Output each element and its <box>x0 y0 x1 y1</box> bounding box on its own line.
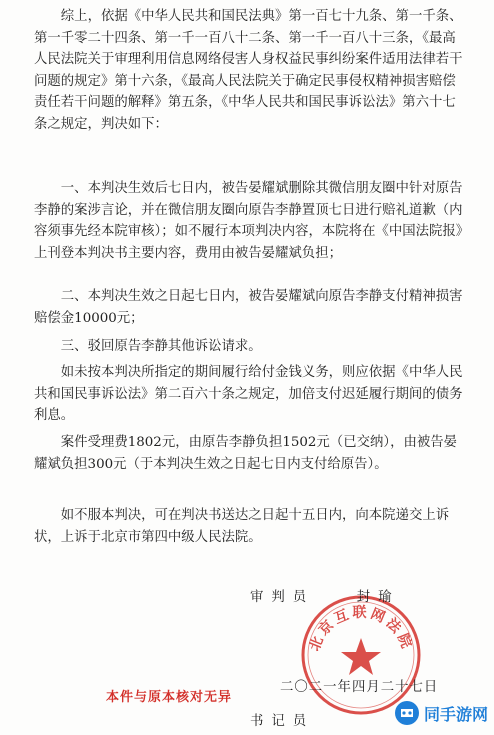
ruling-item-2: 二、本判决生效之日起七日内，被告晏耀斌向原告李静支付精神损害赔偿金10000元； <box>34 289 463 326</box>
clerk-line <box>250 710 314 729</box>
appeal-paragraph: 如不服本判决，可在判决书送达之日起十五日内，向本院递交上诉状，上诉于北京市第四中级人民法院。 <box>34 508 450 545</box>
ruling-item-3-block <box>34 336 464 358</box>
judge-label: 审判员 <box>250 590 315 605</box>
fee-paragraph: 案件受理费1802元，由原告李静负担1502元（已交纳），由被告晏耀斌负担300元（于本判决生效之日起七日内支付给原告）。 <box>34 435 458 472</box>
ruling-item-1-block <box>34 178 464 264</box>
interest-paragraph-block <box>34 362 464 427</box>
judge-line <box>250 586 399 605</box>
judge-name: 封瑜 <box>356 590 400 605</box>
interest-paragraph: 如未按本判决所指定的期间履行给付金钱义务，则应依据《中华人民共和国民事诉讼法》第二百六十条之规定，加倍支付迟延履行期间的债务利息。 <box>34 365 463 424</box>
verification-stamp: 本件与原本核对无异 <box>106 690 233 705</box>
svg-text:北京互联网法院: 北京互联网法院 <box>306 605 416 654</box>
ruling-item-3: 三、驳回原告李静其他诉讼请求。 <box>60 339 262 354</box>
fee-paragraph-block <box>34 432 464 475</box>
conclusion-paragraph <box>34 6 464 136</box>
appeal-paragraph-block <box>34 505 464 548</box>
clerk-label: 书记员 <box>250 714 315 729</box>
watermark-logo-icon <box>394 700 420 726</box>
ruling-item-2-block <box>34 286 464 329</box>
paragraph-legal-basis: 综上，依据《中华人民共和国民法典》第一百七十九条、第一千条、第一千零二十四条、第一千一百八十二条、第一千一百八十三条，《最高人民法院关于审理利用信息网络侵害人身权益民事纠纷案件适用法律若干问题的规定》第十六条，《最高人民法院关于确定民事侵权精神损害赔偿责任若干问题的解释》第五条，《中华人民共和国民事诉讼法》第六十七条之规定，判决如下： <box>34 9 463 132</box>
ruling-item-1: 一、本判决生效后七日内，被告晏耀斌删除其微信朋友圈中针对原告李静的案涉言论，并在微信朋友圈向原告李静置顶七日进行赔礼道歉（内容须事先经本院审核）；如不履行本项判决内容，本院将在《中国法院报》上刊登本判决书主要内容，费用由被告晏耀斌负担； <box>34 181 463 261</box>
watermark-text: 同手游网 <box>423 704 488 724</box>
site-watermark <box>394 700 488 726</box>
judgment-date: 二〇二一年四月二十七日 <box>280 680 439 695</box>
